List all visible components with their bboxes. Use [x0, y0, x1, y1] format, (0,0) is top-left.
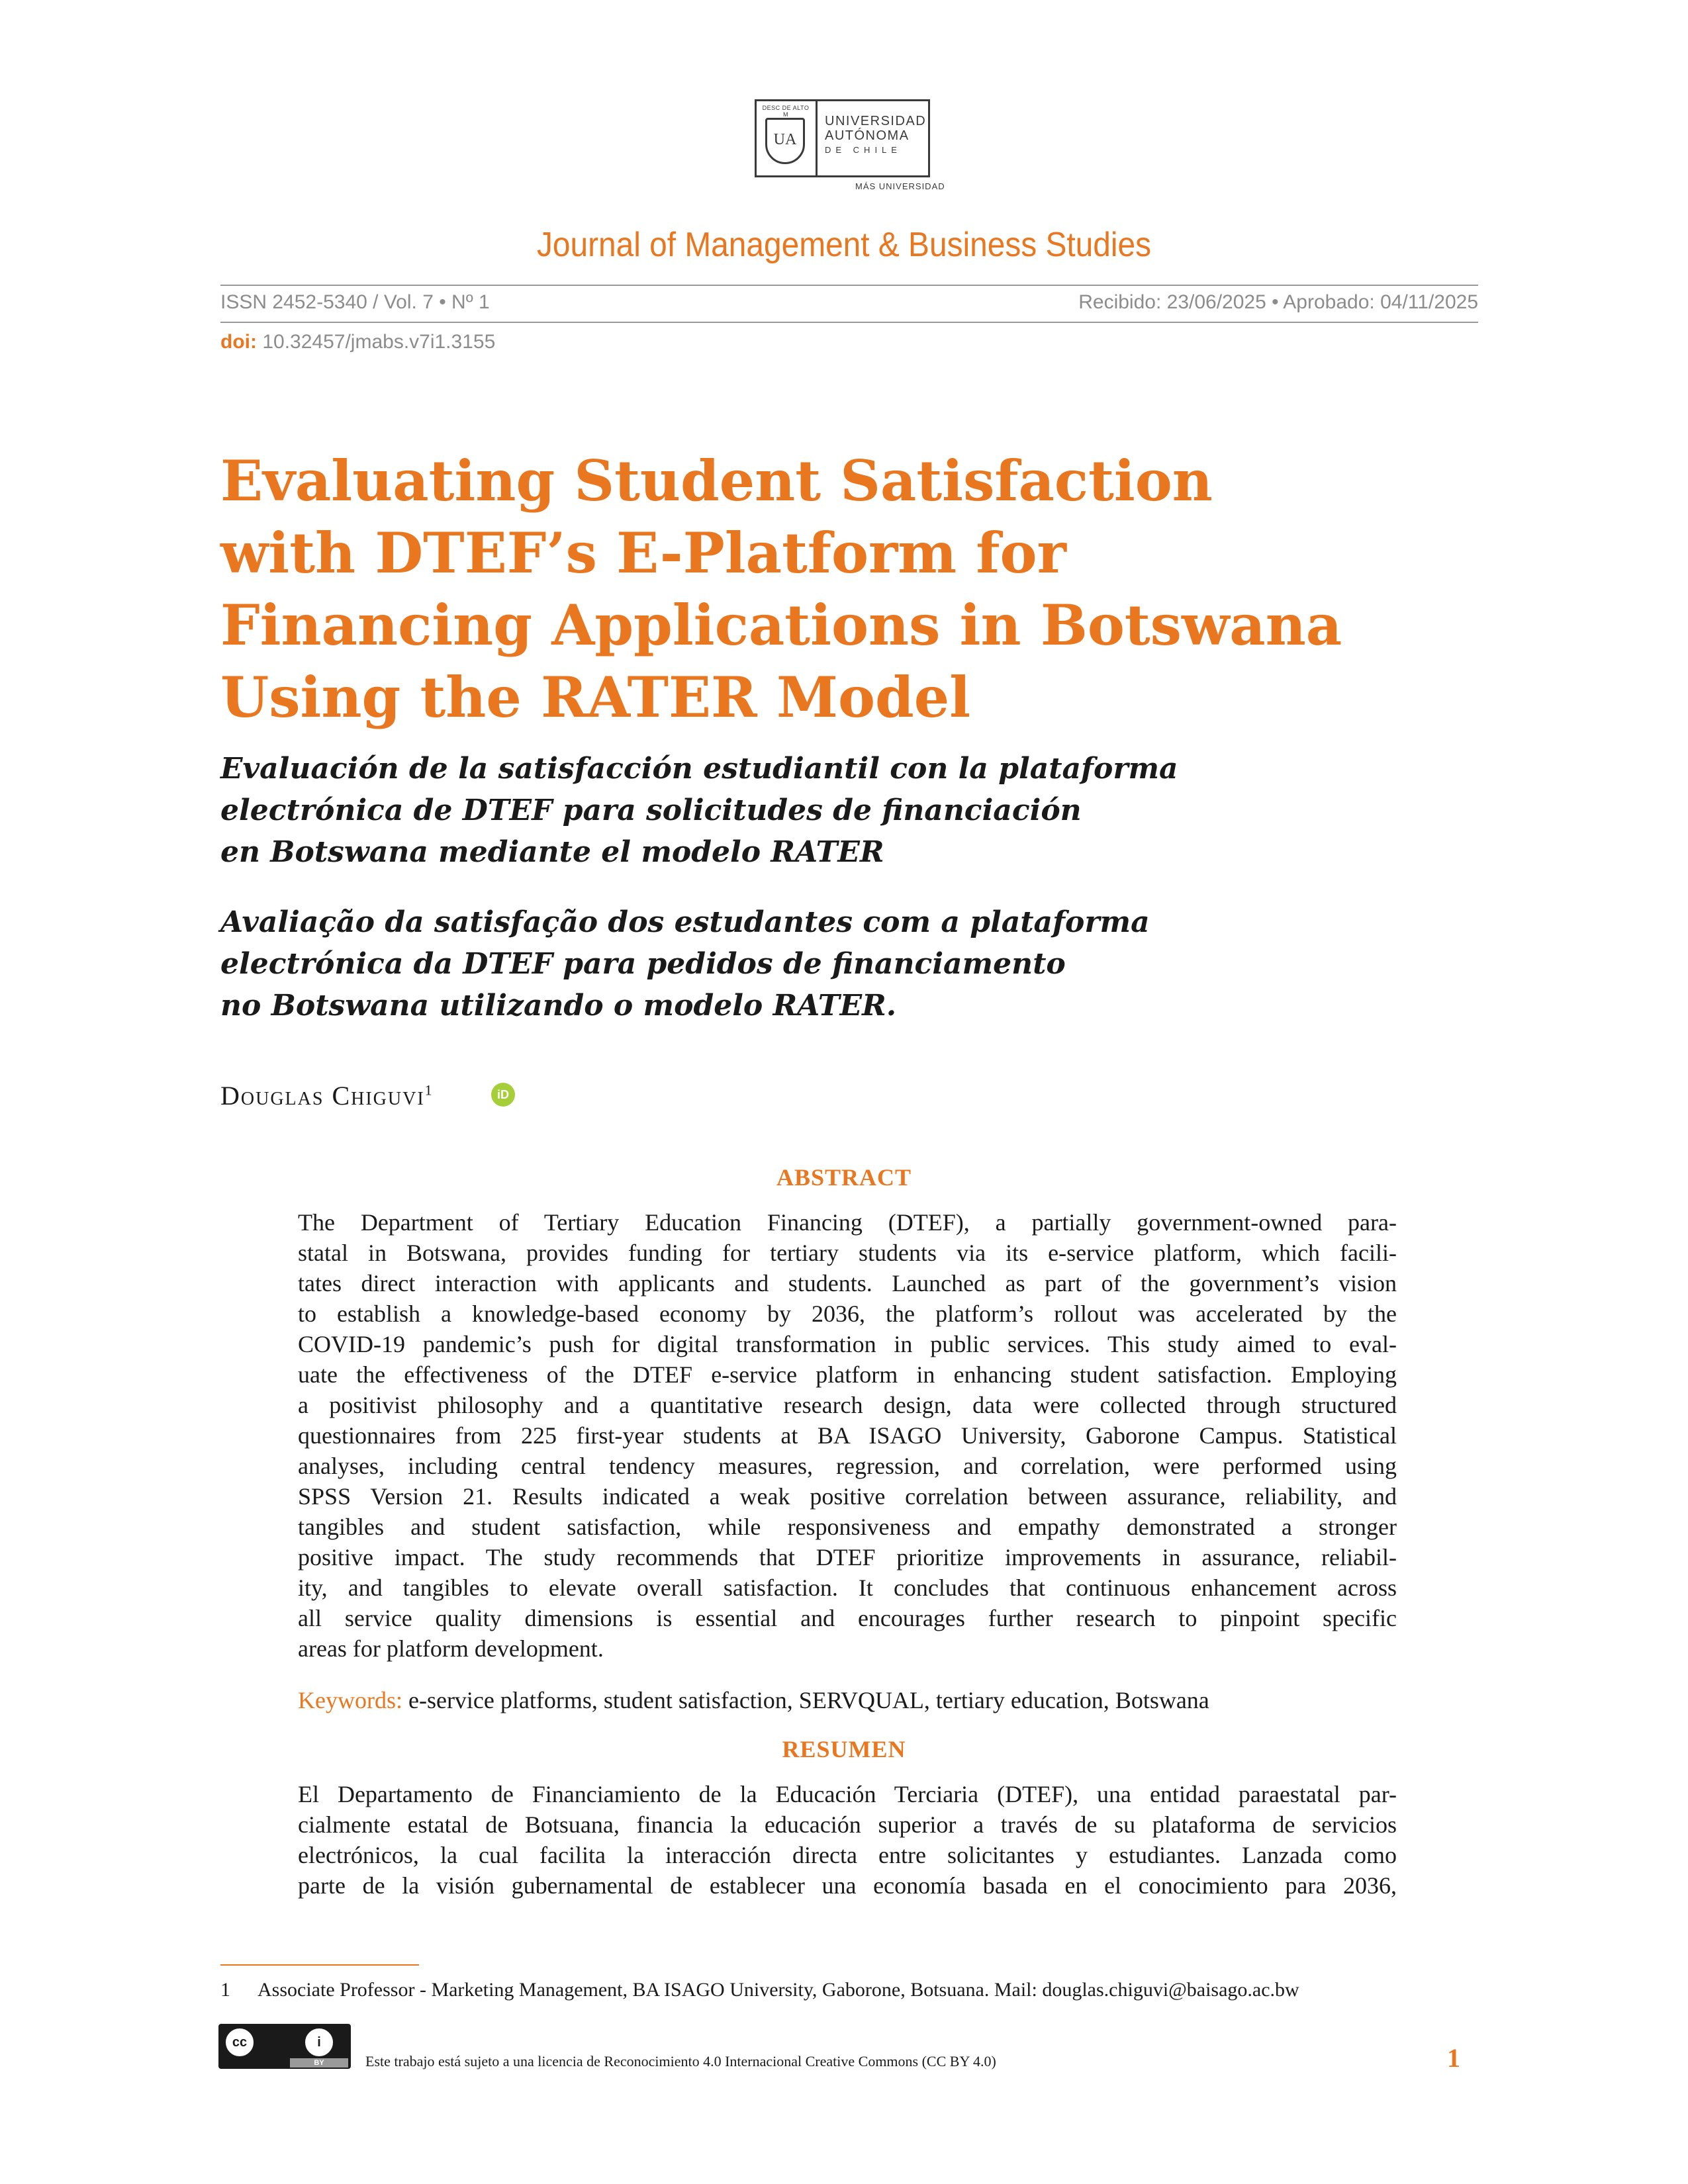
abstract-body	[298, 1207, 1397, 1664]
logo-tagline: MÁS UNIVERSIDAD	[855, 181, 945, 191]
title-line: Using the RATER Model	[220, 664, 971, 730]
footnote-text: Associate Professor - Marketing Management, BA ISAGO University, Gaborone, Botsuana. Mail: douglas.chiguvi@baisago.ac.bw	[258, 1979, 1299, 2001]
abstract-heading: ABSTRACT	[776, 1164, 912, 1191]
doi	[220, 331, 495, 353]
abstract-line: tates direct interaction with applicants and students. Launched as part of the government’s vision	[298, 1270, 1397, 1297]
title-line: Evaluating Student Satisfaction	[220, 448, 1213, 514]
footnote-number: 1	[220, 1979, 230, 2001]
resumen-heading: RESUMEN	[782, 1736, 906, 1762]
abstract-line: areas for platform development.	[298, 1635, 604, 1662]
footnote	[220, 1979, 1299, 2001]
abstract-line: tangibles and student satisfaction, while responsiveness and empathy demonstrated a stronger	[298, 1514, 1397, 1540]
license-text: Este trabajo está sujeto a una licencia de Reconocimiento 4.0 Internacional Creative Commons (CC BY 4.0)	[365, 2053, 996, 2070]
abstract-line: COVID-19 pandemic’s push for digital transformation in public services. This study aimed to eval-	[298, 1331, 1397, 1357]
title-line: Financing Applications in Botswana	[220, 592, 1342, 658]
logo-line-3: DE CHILE	[825, 145, 902, 155]
shield-icon: UA	[765, 118, 805, 164]
logo-wordmark	[825, 114, 926, 158]
journal-title: Journal of Management & Business Studies	[536, 226, 1152, 264]
cc-icon: cc	[224, 2026, 256, 2058]
university-logo	[755, 99, 945, 199]
abstract-line: a positivist philosophy and a quantitative research design, data were collected through structured	[298, 1392, 1397, 1418]
header-rule-top	[220, 285, 1478, 286]
author-footnote-ref: 1	[424, 1081, 434, 1099]
title-es-line: en Botswana mediante el modelo RATER	[220, 835, 884, 869]
abstract-line: statal in Botswana, provides funding for tertiary students via its e-service platform, which facili-	[298, 1240, 1397, 1266]
abstract-line: analyses, including central tendency measures, regression, and correlation, were performed using	[298, 1453, 1397, 1479]
resumen-line: electrónicos, la cual facilita la interacción directa entre solicitantes y estudiantes. Lanzada como	[298, 1842, 1397, 1868]
title-portuguese	[220, 901, 1478, 1026]
resumen-line: cialmente estatal de Botsuana, financia la educación superior a través de su plataforma de servicios	[298, 1811, 1397, 1838]
logo-divider	[816, 99, 818, 177]
title-pt-line: no Botswana utilizando o modelo RATER.	[220, 989, 897, 1023]
title-pt-line: Avaliação da satisfação dos estudantes com a plataforma	[220, 905, 1150, 939]
keywords-label: Keywords:	[298, 1687, 402, 1713]
author-text: Douglas Chiguvi	[220, 1081, 425, 1111]
logo-line-2: AUTÓNOMA	[825, 128, 910, 143]
logo-line-1: UNIVERSIDAD	[825, 114, 927, 128]
keywords-text: e-service platforms, student satisfaction, SERVQUAL, tertiary education, Botswana	[402, 1687, 1209, 1713]
title-line: with DTEF’s E-Platform for	[220, 520, 1066, 586]
header-rule-bottom	[220, 322, 1478, 323]
doi-value[interactable]: 10.32457/jmabs.v7i1.3155	[262, 331, 496, 353]
author-name	[220, 1080, 434, 1111]
by-label: BY	[290, 2058, 348, 2068]
abstract-line: questionnaires from 225 first-year students at BA ISAGO University, Gaborone Campus. Statistical	[298, 1422, 1397, 1449]
resumen-body	[298, 1779, 1397, 1901]
orcid-icon[interactable]: iD	[491, 1083, 515, 1107]
abstract-line: SPSS Version 21. Results indicated a weak positive correlation between assurance, reliability, and	[298, 1483, 1397, 1510]
title-es-line: electrónica de DTEF para solicitudes de financiación	[220, 794, 1082, 827]
abstract-line: The Department of Tertiary Education Financing (DTEF), a partially government-owned para-	[298, 1209, 1397, 1236]
creative-commons-badge[interactable]	[218, 2024, 351, 2069]
logo-shield-caption: DESC DE ALTO M	[762, 105, 810, 118]
resumen-line: El Departamento de Financiamiento de la Educación Terciaria (DTEF), una entidad paraestatal par-	[298, 1781, 1397, 1807]
abstract-line: positive impact. The study recommends that DTEF prioritize improvements in assurance, reliabil-	[298, 1544, 1397, 1570]
abstract-line: uate the effectiveness of the DTEF e-service platform in enhancing student satisfaction. Employing	[298, 1361, 1397, 1388]
title-es-line: Evaluación de la satisfacción estudiantil con la plataforma	[220, 752, 1178, 786]
abstract-line: to establish a knowledge-based economy by 2036, the platform’s rollout was accelerated by the	[298, 1300, 1397, 1327]
issn-volume: ISSN 2452-5340 / Vol. 7 • Nº 1	[220, 291, 490, 313]
title-pt-line: electrónica da DTEF para pedidos de financiamento	[220, 947, 1066, 981]
title-spanish	[220, 748, 1478, 873]
abstract-line: ity, and tangibles to elevate overall satisfaction. It concludes that continuous enhancement across	[298, 1574, 1397, 1601]
received-approved-dates: Recibido: 23/06/2025 • Aprobado: 04/11/2025	[1078, 291, 1478, 313]
footnote-rule	[220, 1964, 419, 1966]
resumen-line: parte de la visión gubernamental de establecer una economía basada en el conocimiento para 2036,	[298, 1872, 1397, 1899]
article-title	[220, 445, 1478, 733]
page-number: 1	[1447, 2043, 1460, 2073]
doi-label: doi:	[220, 331, 257, 353]
abstract-line: all service quality dimensions is essential and encourages further research to pinpoint specific	[298, 1605, 1397, 1631]
keywords	[298, 1686, 1209, 1714]
attribution-person-icon: i	[303, 2026, 335, 2058]
